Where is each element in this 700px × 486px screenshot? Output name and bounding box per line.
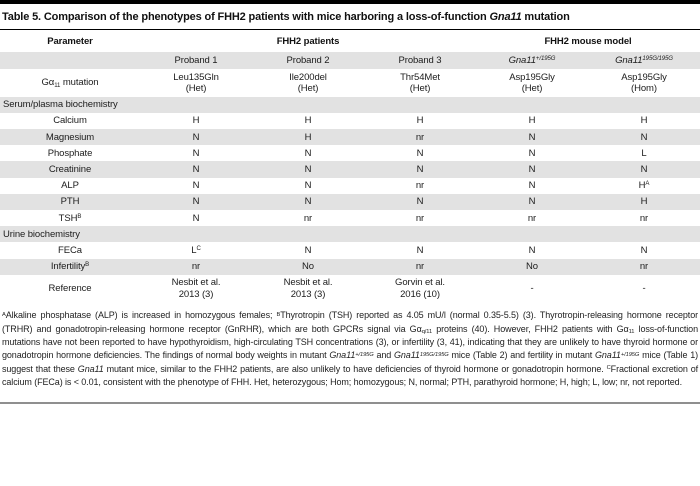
value-cell: N xyxy=(640,163,648,175)
value-cell: N xyxy=(640,131,648,143)
value-cell: Ile200del (Het) xyxy=(289,71,327,94)
value-cell: nr xyxy=(415,180,425,192)
value-cell: N xyxy=(528,163,536,175)
column-header-patients: FHH2 patients xyxy=(276,36,340,47)
value-cell: H xyxy=(304,115,312,127)
param-cell: $TSH^B$ xyxy=(58,212,82,224)
value-cell: H xyxy=(528,115,536,127)
value-cell: N xyxy=(192,147,200,159)
param-cell: ALP xyxy=(61,180,79,192)
table-row xyxy=(0,194,700,210)
value-cell: No xyxy=(526,261,538,273)
comparison-table xyxy=(0,29,700,302)
value-cell: nr xyxy=(415,212,425,224)
value-cell: H xyxy=(192,115,200,127)
param-cell: Magnesium xyxy=(45,131,95,143)
table-row xyxy=(0,113,700,129)
value-cell: N xyxy=(416,196,424,208)
value-cell: $L^C$ xyxy=(191,244,201,256)
value-cell: N xyxy=(416,244,424,256)
value-cell: H xyxy=(640,196,648,208)
value-cell: N xyxy=(640,244,648,256)
column-header-parameter: Parameter xyxy=(47,36,93,47)
column-header: Proband 2 xyxy=(286,55,330,66)
value-cell: Asp195Gly (Het) xyxy=(509,71,555,94)
value-cell: - xyxy=(642,282,646,294)
value-cell: nr xyxy=(639,261,649,273)
footnote: $^A$Alkaline phosphatase (ALP) is increased in homozygous females; $^B$Thyrotropin (TSH) reported as 4.05 mU/l (normal 0.35-5.5) (3). Thyrotropin-releasing hormone receptor (TRHR) and gonadotropin-releasing hormone receptor (GnRHR), which are both GPCRs signal via $G\alpha_{q/11}$ proteins (40). However, FHH2 patients with $G\alpha_{11}$ loss-of-function mutations have not been reported to have hypothyroidism, high-circulating TSH concentrations (3), or infertility (3, 41), indicating that they are unlikely to have thyroid hormone or gonadotropin hormone deficiencies. The findings of normal body weights in mutant $Gna11^{+/195G}$ and $Gna11^{195G/195G}$ mice (Table 2) and fertility in mutant $Gna11^{+/195G}$ mice (Table 1) suggest that these Gna11 mutant mice, similar to the FHH2 patients, are also unlikely to have deficiencies of thyroid hormone or gonadotropin hormone. $^C$Fractional excretion of calcium (FECa) is < 0.01, consistent with the phenotype of FHH. Het, heterozygous; Hom; homozygous; N, normal; PTH, parathyroid hormone; H, high; L, low; nr, not reported. xyxy=(2,310,699,388)
value-cell: Leu135Gln (Het) xyxy=(173,71,219,94)
bottom-rule xyxy=(0,402,700,405)
value-cell: Thr54Met (Het) xyxy=(400,71,440,94)
value-cell: N xyxy=(528,196,536,208)
value-cell: N xyxy=(192,163,200,175)
table-row xyxy=(0,69,700,96)
value-cell: nr xyxy=(303,212,313,224)
value-cell: N xyxy=(304,244,312,256)
param-cell: Creatinine xyxy=(48,163,92,175)
value-cell: nr xyxy=(191,261,201,273)
param-cell: FECa xyxy=(58,244,82,256)
param-cell: Calcium xyxy=(53,115,87,127)
value-cell: Asp195Gly (Hom) xyxy=(621,71,667,94)
value-cell: N xyxy=(528,131,536,143)
column-header-row xyxy=(0,52,700,69)
table-row xyxy=(0,129,700,145)
param-cell: Reference xyxy=(48,282,92,294)
value-cell: H xyxy=(416,115,424,127)
param-cell: $G\alpha_{11}$ mutation xyxy=(41,77,99,89)
value-cell: N xyxy=(192,196,200,208)
value-cell: N xyxy=(192,131,200,143)
table-row xyxy=(0,145,700,161)
column-header: $Gna11^{+/195G}$ xyxy=(508,55,556,66)
table-row xyxy=(0,161,700,177)
value-cell: N xyxy=(304,180,312,192)
column-header: $Gna11^{195G/195G}$ xyxy=(615,55,673,66)
value-cell: Nesbit et al. 2013 (3) xyxy=(283,277,333,300)
value-cell: $H^A$ xyxy=(638,180,650,192)
value-cell: nr xyxy=(639,212,649,224)
value-cell: nr xyxy=(415,131,425,143)
table-row xyxy=(0,178,700,194)
value-cell: N xyxy=(528,147,536,159)
param-cell: PTH xyxy=(60,196,80,208)
value-cell: N xyxy=(192,212,200,224)
table-row xyxy=(0,242,700,258)
table-row xyxy=(0,210,700,226)
value-cell: N xyxy=(192,180,200,192)
value-cell: H xyxy=(640,115,648,127)
group-header-row xyxy=(0,30,700,53)
value-cell: N xyxy=(304,147,312,159)
table-title: Table 5. Comparison of the phenotypes of FHH2 patients with mice harboring a loss-of-function Gna11 mutation xyxy=(2,11,570,23)
param-cell: Infertility$^B$ xyxy=(50,261,90,273)
value-cell: nr xyxy=(415,261,425,273)
value-cell: N xyxy=(416,163,424,175)
value-cell: N xyxy=(528,244,536,256)
column-header: Proband 3 xyxy=(398,55,442,66)
section-label: Serum/plasma biochemistry xyxy=(3,99,118,111)
value-cell: N xyxy=(528,180,536,192)
value-cell: N xyxy=(304,196,312,208)
value-cell: nr xyxy=(527,212,537,224)
section-row xyxy=(0,97,700,113)
value-cell: - xyxy=(530,282,534,294)
value-cell: N xyxy=(416,147,424,159)
value-cell: Gorvin et al. 2016 (10) xyxy=(395,277,445,300)
value-cell: No xyxy=(302,261,314,273)
param-cell: Phosphate xyxy=(47,147,93,159)
value-cell: L xyxy=(641,147,647,159)
table-row xyxy=(0,275,700,302)
value-cell: Nesbit et al. 2013 (3) xyxy=(171,277,221,300)
table-row xyxy=(0,259,700,275)
column-header-mouse-model: FHH2 mouse model xyxy=(544,36,632,47)
section-label: Urine biochemistry xyxy=(3,228,80,240)
column-header: Proband 1 xyxy=(174,55,218,66)
value-cell: H xyxy=(304,131,312,143)
table-body xyxy=(0,52,700,302)
value-cell: N xyxy=(304,163,312,175)
column-header-empty xyxy=(0,52,140,69)
section-row xyxy=(0,226,700,242)
